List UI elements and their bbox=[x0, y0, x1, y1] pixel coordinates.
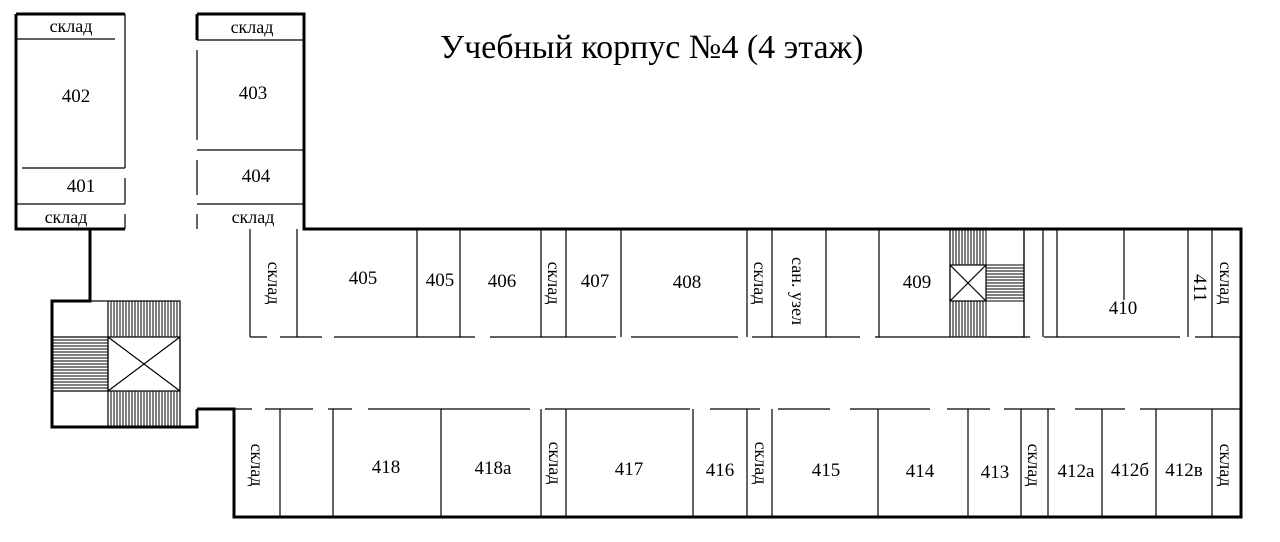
room-411: 411 bbox=[1189, 274, 1210, 302]
room-414: 414 bbox=[905, 461, 935, 482]
room-401: 401 bbox=[66, 176, 96, 197]
room-408: 408 bbox=[672, 272, 702, 293]
room-416: 416 bbox=[705, 460, 735, 481]
sklad-label: склад bbox=[44, 207, 88, 227]
room-404: 404 bbox=[241, 166, 271, 187]
room-402: 402 bbox=[61, 86, 91, 107]
plan-title: Учебный корпус №4 (4 этаж) bbox=[440, 29, 864, 66]
sklad-label: склад bbox=[49, 16, 93, 36]
sklad-label: склад bbox=[1216, 261, 1236, 305]
room-418a: 418а bbox=[474, 458, 512, 479]
room-407: 407 bbox=[580, 271, 610, 292]
room-405: 405 bbox=[348, 268, 378, 289]
room-409: 409 bbox=[902, 272, 932, 293]
sklad-label: склад bbox=[1216, 443, 1236, 487]
left-staircase bbox=[52, 301, 180, 427]
room-412a: 412а bbox=[1057, 461, 1095, 482]
left-wing bbox=[16, 14, 304, 229]
upper-row-walls bbox=[250, 229, 1241, 337]
sklad-label: склад bbox=[247, 443, 267, 487]
sklad-label: склад bbox=[544, 261, 564, 305]
room-418: 418 bbox=[371, 457, 401, 478]
room-410: 410 bbox=[1108, 298, 1138, 319]
sklad-label: склад bbox=[751, 441, 771, 485]
sklad-label: склад bbox=[230, 17, 274, 37]
sklad-label: склад bbox=[750, 261, 770, 305]
room-403: 403 bbox=[238, 83, 268, 104]
sklad-label: склад bbox=[1024, 443, 1044, 487]
room-412v: 412в bbox=[1165, 460, 1203, 481]
room-406: 406 bbox=[487, 271, 517, 292]
room-415: 415 bbox=[811, 460, 841, 481]
sklad-label: склад bbox=[231, 207, 275, 227]
middle-staircase bbox=[950, 229, 1024, 337]
sklad-label: склад bbox=[264, 261, 284, 305]
room-405-small: 405 bbox=[425, 270, 455, 291]
room-413: 413 bbox=[980, 462, 1010, 483]
room-412b: 412б bbox=[1110, 460, 1150, 481]
room-417: 417 bbox=[614, 459, 644, 480]
sklad-label: склад bbox=[545, 441, 565, 485]
san-uzel-label: сан. узел bbox=[788, 257, 808, 325]
